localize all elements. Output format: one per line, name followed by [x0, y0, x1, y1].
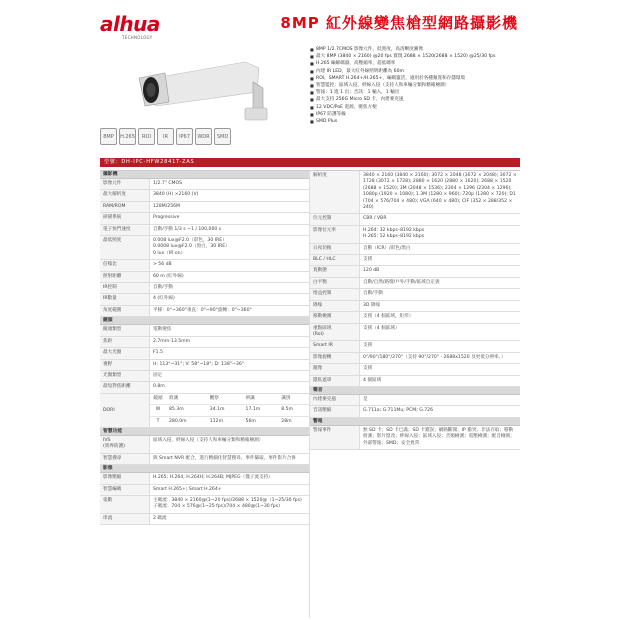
logo-text: alhua [100, 12, 160, 36]
spec-value: 與 Smart NVR 配合，進行精細化智慧搜尋，事件篩取，事件影片合併 [153, 455, 296, 461]
spec-key: BLC / HLC [310, 255, 360, 265]
spec-value: 無 SD 卡；SD 卡已滿；SD 卡錯誤；網路斷開；IP 衝突；非法存取；移動偵測；影片竄改；絆線入侵；區域入侵；音頻檢測；電壓檢測；配音檢測；外部警報；SMD；安全異常 [363, 427, 515, 446]
spec-row [100, 294, 309, 305]
spec-right-column [310, 170, 520, 618]
spec-value: 區域入侵，絆線入侵（支持人和車輛分類和精確檢測） [153, 437, 264, 443]
spec-key: 最低照度 [100, 236, 150, 259]
spec-row [310, 406, 520, 417]
spec-value: 128M/256M [153, 203, 181, 209]
feature-item: ■ 警報：1 進 1 出；音訊：1 輸入，1 輸出 [310, 89, 525, 96]
spec-value: 支援 [363, 257, 373, 263]
spec-key: 隱私遮罩 [310, 376, 360, 386]
spec-value: 自動/手動 1/3 s ~1 / 100,000 s [153, 226, 222, 232]
spec-key: 電子快門速度 [100, 225, 150, 235]
spec-value: G.711a; G.711Mu; PCM; G.726 [363, 408, 434, 414]
spec-value: 主碼流：3840 × 2160@(1~20 fps)/2688 × 1520@（1~25/30 fps) 子碼流：704 × 576@(1~25 fps)/704 × 480@(1~30 fps) [153, 497, 302, 510]
dori-cell: W [150, 405, 166, 416]
spec-value: 120 dB [363, 268, 380, 274]
spec-key: 影像旋轉 [310, 353, 360, 363]
dori-cell: 112m [209, 418, 224, 424]
product-title: 8MP 紅外線變焦槍型網路攝影機 [280, 14, 518, 32]
spec-row [100, 337, 309, 348]
dori-cell: T [156, 418, 160, 424]
section-header: 影像 [100, 465, 309, 473]
spec-row [310, 214, 520, 225]
spec-row [100, 236, 309, 260]
ir-icon: IR [157, 128, 174, 145]
spec-key: 串流 [100, 514, 150, 524]
spec-row [310, 376, 520, 387]
spec-key: 角度範圍 [100, 306, 150, 316]
spec-row [310, 426, 520, 450]
section-header: 鏡頭 [100, 317, 309, 325]
section-header: 警報 [310, 418, 520, 426]
spec-value: 支援 [363, 343, 373, 349]
spec-row [100, 473, 309, 484]
roi-icon: ROI [138, 128, 155, 145]
spec-row [100, 360, 309, 371]
spec-value: 2 碼流 [153, 515, 167, 521]
feature-list [310, 46, 525, 125]
h265-icon: H.265 [119, 128, 136, 145]
bullet-camera-image [135, 48, 275, 128]
spec-value: 自動/手動 [363, 291, 383, 297]
spec-value: CBR / VBR [363, 216, 387, 222]
spec-key: 影像壓縮 [100, 473, 150, 483]
spec-key: 張數 [100, 496, 150, 513]
dori-cell: 28m [281, 418, 292, 424]
spec-key: 移動檢測 [310, 312, 360, 322]
spec-key: 影像元件 [100, 179, 150, 189]
spec-row [310, 364, 520, 375]
spec-row [310, 395, 520, 406]
spec-key: 鏡像 [310, 364, 360, 374]
spec-value: 支援 [363, 366, 373, 372]
spec-value: 3840 × 2160 (3840 × 2160); 3072 × 2048 (3072 × 2048); 3072 × 1728 (3072 × 1728); 2880 × 1620 (2880 × 1620); 2688 × 1520 (2688 × 1520); 3M (2048 × 1536); 2304 × 1296 (2304 × 1296); 1080p (1920 × 1080); 1.3M (1280 × 960); 720p (1280 × 720); D1 (704 × 576/704 × 480); VGA (640 × 480); CIF (352 × 288/352 × 240) [363, 173, 517, 211]
dori-header-cell: 辨識 [243, 394, 279, 405]
spec-row [310, 353, 520, 364]
spec-row [100, 436, 309, 454]
spec-row [100, 202, 309, 213]
spec-key: 最短對焦距離 [100, 382, 150, 392]
spec-value: 4 個區域 [363, 377, 382, 383]
spec-key: 內建麥克風 [310, 395, 360, 405]
spec-row [100, 272, 309, 283]
spec-left-column [100, 170, 310, 618]
dori-row [150, 405, 309, 416]
section-header: 聲音 [310, 387, 520, 395]
spec-value: 60 m (紅外線) [153, 273, 184, 279]
spec-row [310, 289, 520, 300]
spec-row [100, 179, 309, 190]
spec-key: 最大解析度 [100, 190, 150, 200]
spec-value: 0.008 lux@F2.0（彩色，30 IRE） 0.0008 lux@F2.0（黑白，30 IRE） 0 lux（IR on） [153, 238, 230, 256]
model-bar: 型號：DH-IPC-HFW2841T-ZAS [100, 158, 520, 167]
spec-value: 4 (紅外線) [153, 296, 175, 302]
logo-tagline: TECHNOLOGY [122, 35, 153, 40]
spec-value: 3840 (H) ×2160 (V) [153, 192, 199, 198]
feature-item: ■ SMD Plus [310, 118, 525, 125]
spec-value: H.264: 32 kbps–8192 kbps H.265: 12 kbps–8192 kbps [363, 227, 425, 240]
spec-row [100, 260, 309, 271]
spec-key: 降噪 [310, 301, 360, 311]
spec-key: 音訊壓縮 [310, 406, 360, 416]
spec-key: 最大光圈 [100, 348, 150, 358]
feature-item: ■ 8MP 1/2.7CMOS 影像元件，低照度，高清晰度圖像 [310, 46, 525, 53]
spec-key: 智慧搜尋 [100, 454, 150, 464]
spec-value: 3D 降噪 [363, 302, 381, 308]
spec-row [310, 341, 520, 352]
spec-key: 照射距離 [100, 272, 150, 282]
spec-value: 固定 [153, 372, 163, 378]
spec-row [310, 171, 520, 214]
spec-row [310, 244, 520, 255]
dori-header-cell: 識別 [278, 394, 309, 405]
spec-value: 支援（4 個區域） [363, 325, 400, 331]
spec-key: IR控制 [100, 283, 150, 293]
spec-key: 白平衡 [310, 278, 360, 288]
dori-cell: 8.5m [278, 405, 309, 416]
spec-key: IR數量 [100, 294, 150, 304]
spec-row [100, 382, 309, 393]
spec-key: 增益控制 [310, 289, 360, 299]
spec-row [100, 225, 309, 236]
spec-row [100, 454, 309, 465]
dori-row [150, 416, 309, 427]
spec-key: 警報事件 [310, 426, 360, 449]
spec-value: H.265; H.264; H.264H; H.264B; MJPEG（僅子流支持） [153, 475, 273, 481]
header [0, 0, 620, 150]
spec-key: 日夜切換 [310, 244, 360, 254]
dori-header-cell: 觀察 [207, 394, 243, 405]
spec-value: 自動/手動 [153, 285, 173, 291]
wdr-icon: WDR [195, 128, 212, 145]
brand-logo [100, 12, 180, 38]
spec-row [100, 283, 309, 294]
spec-key: RAM/ROM [100, 202, 150, 212]
spec-row [100, 213, 309, 224]
spec-key: Smart IR [310, 341, 360, 351]
spec-row [100, 496, 309, 514]
spec-row [310, 312, 520, 323]
spec-key: 寬動態 [310, 266, 360, 276]
feature-item: ■ 內建 IR LED，最大紅外線照明距離為 60m [310, 68, 525, 75]
spec-value: > 56 dB [153, 262, 172, 268]
feature-item: ■ ROI，SMART H.264+/H.265+，編碼靈活，適用於各種頻寬和存儲環境 [310, 75, 525, 82]
dori-table [150, 394, 309, 427]
spec-key: 重點區域 (RoI) [310, 324, 360, 341]
spec-key: 影像位元率 [310, 226, 360, 243]
spec-value: 自動（ICR）/彩色/黑白 [363, 245, 411, 251]
dori-cell: 85.3m [166, 405, 207, 416]
dori-cell: 56m [245, 418, 256, 424]
spec-key: 信噪比 [100, 260, 150, 270]
dori-cell: 34.1m [207, 405, 243, 416]
spec-key: 鏡頭類型 [100, 325, 150, 335]
spec-value: Progressive [153, 215, 180, 221]
spec-row [100, 371, 309, 382]
section-header: 智慧功能 [100, 428, 309, 436]
spec-key: 解析度 [310, 171, 360, 213]
dori-header-cell: 偵測 [166, 394, 207, 405]
spec-value: 是 [363, 396, 368, 402]
spec-table [100, 170, 520, 618]
spec-row [310, 301, 520, 312]
smd-icon: SMD [214, 128, 231, 145]
spec-value: 0.8m [153, 384, 165, 390]
spec-row [100, 306, 309, 317]
spec-value: 平移：0°~360°垂直：0°~90°旋轉：0°~360° [153, 307, 252, 313]
spec-row [100, 514, 309, 525]
spec-row [100, 485, 309, 496]
spec-key: IVS (周界防護) [100, 436, 150, 453]
spec-key: 智慧編碼 [100, 485, 150, 495]
spec-value: 2.7mm-13.5mm [153, 338, 191, 344]
spec-row [310, 324, 520, 342]
ip67-icon: IP67 [176, 128, 193, 145]
dori-cell: 280.0m [169, 418, 187, 424]
spec-value: 電動變焦 [153, 327, 172, 333]
dori-header-row [150, 394, 309, 405]
feature-item: ■ 最大 8MP (3840 × 2160) @20 fps 實現 2688 × 1520(2688 × 1520) @25/30 fps [310, 53, 525, 60]
spec-key: 掃描系統 [100, 213, 150, 223]
dori-header-cell: 鏡頭 [150, 394, 166, 405]
spec-value: Smart H.265+; Smart H.264+ [153, 486, 222, 492]
feature-item: ■ 最大支持 256G Micro SD 卡，內建麥克風 [310, 96, 525, 103]
spec-row [310, 266, 520, 277]
spec-row [310, 278, 520, 289]
spec-value: 1/2.7" CMOS [153, 181, 183, 186]
spec-key: 焦距 [100, 337, 150, 347]
spec-value: H: 113°~31°; V: 58°~18°; D: 138°~36° [153, 361, 245, 367]
spec-key: 位元控制 [310, 214, 360, 224]
spec-value: 0°/90°/180°/270°（支持 90°/270° · 2688x1520 及更低分辨率。） [363, 354, 506, 360]
spec-value: 支援（4 個區域，矩形） [363, 314, 414, 320]
section-header: 攝影機 [100, 171, 309, 179]
spec-row [100, 348, 309, 359]
spec-key: 光圈類型 [100, 371, 150, 381]
feature-item: ■ IP67 防護等級 [310, 111, 525, 118]
spec-row [310, 255, 520, 266]
dori-label: DORI [100, 394, 150, 427]
spec-value: F1.5 [153, 350, 163, 356]
spec-key: 視野 [100, 360, 150, 370]
spec-row [310, 226, 520, 244]
dori-cell: 17.1m [243, 405, 279, 416]
dori-block [100, 394, 309, 428]
feature-icons [100, 128, 231, 145]
spec-row [100, 325, 309, 336]
8mp-icon: 8MP [100, 128, 117, 145]
feature-item: ■ 智慧監控：區域入侵，絆線入侵（支持人和車輛分類和精確檢測） [310, 82, 525, 89]
spec-value: 自動/自然/路燈/戶外/手動/區域自定義 [363, 279, 440, 285]
feature-item: ■ H.265 編解碼器，高壓縮率，超低碼率 [310, 60, 525, 67]
spec-row [100, 190, 309, 201]
feature-item: ■ 12 VDC/PoE 電源，變焦方便 [310, 104, 525, 111]
